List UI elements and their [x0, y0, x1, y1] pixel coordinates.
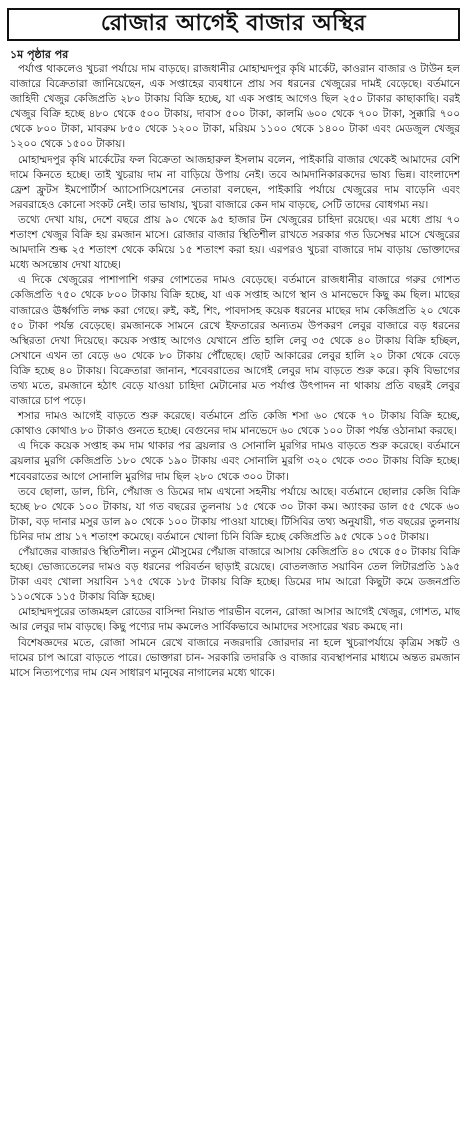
- paragraph: বিশেষজ্ঞদের মতে, রোজা সামনে রেখে বাজারে নজরদারি জোরদার না হলে খুচরাপর্যায়ে কৃত্রিম সঙ্কট ও দামের চাপ আরো বাড়তে পারে। ভোক্তারা চান- সরকারি তদারকি ও বাজার ব্যবস্থাপনার মাধ্যমে অন্তত রমজান মাসে নিত্যপণ্যের দাম যেন সাধারণ মানুষের নাগালের মধ্যে থাকে।: [10, 636, 460, 679]
- article-body: [10, 62, 460, 1132]
- paragraph: পেঁয়াজের বাজারও স্থিতিশীল। নতুন মৌসুমের পেঁয়াজ বাজারে আসায় কেজিপ্রতি ৪০ থেকে ৫০ টাকায় বিক্রি হচ্ছে। ভোজ্যতেলের দামও বড় ধরনের পরিবর্তন ছাড়াই রয়েছে। বোতলজাত সয়াবিন তেল লিটারপ্রতি ১৯৫ টাকা এবং খোলা সয়াবিন ১৭৫ থেকে ১৮৫ টাকায় বিক্রি হচ্ছে। ডিমের দাম আরো কিছুটা কমে ডজনপ্রতি ১১০থেকে ১১৫ টাকায় বিক্রি হচ্ছে।: [10, 546, 460, 604]
- paragraph: শসার দামও আগেই বাড়তে শুরু করেছে। বর্তমানে প্রতি কেজি শসা ৬০ থেকে ৭০ টাকায় বিক্রি হচ্ছে, কোথাও কোথাও ৮০ টাকাও গুনতে হচ্ছে। বেগুনের দাম মানভেদে ৬০ থেকে ১০০ টাকা পর্যন্ত ওঠানামা করছে।: [10, 410, 460, 438]
- paragraph: পর্যাপ্ত থাকলেও খুচরা পর্যায়ে দাম বাড়ছে। রাজধানীর মোহাম্মদপুর কৃষি মার্কেট, কাওরান বাজার ও টাউন হল বাজারে বিক্রেতারা জানিয়েছেন, এক সপ্তাহের ব্যবধানে প্রায় সব ধরনের খেজুরের দামই বেড়েছে। বর্তমানে জাহিদী খেজুর কেজিপ্রতি ২৮০ টাকায় বিক্রি হচ্ছে, যা এক সপ্তাহ আগেও ছিল ২৫০ টাকার কাছাকাছি। বরই খেজুর বিক্রি হচ্ছে ৪৮০ থেকে ৫০০ টাকায়, দাবাস ৫০০ টাকা, কালমি ৬০০ থেকে ৭০০ টাকা, সুক্কারি ৭০০ থেকে ৮০০ টাকা, মাবরুম ৮৫০ থেকে ১২০০ টাকা, মরিয়ম ১১০০ থেকে ১৪০০ টাকা এবং মেডজুল খেজুর ১২০০ থেকে ১৫০০ টাকায়।: [10, 63, 460, 151]
- headline-text: রোজার আগেই বাজার অস্থির: [100, 11, 367, 36]
- paragraph: মোহাম্মদপুরের তাজমহল রোডের বাসিন্দা নিয়াত পারভীন বলেন, রোজা আসার আগেই খেজুর, গোশত, মাছ আর লেবুর দাম বাড়ছে। কিছু পণ্যের দাম কমলেও সার্বিকভাবে আমাদের সংসারের খরচ কমছে না।: [10, 606, 460, 634]
- paragraph: এ দিকে খেজুরের পাশাপাশি গরুর গোশতের দামও বেড়েছে। বর্তমানে রাজধানীর বাজারে গরুর গোশত কেজিপ্রতি ৭৫০ থেকে ৮০০ টাকায় বিক্রি হচ্ছে, যা এক সপ্তাহ আগে স্থান ও মানভেদে কিছু কম ছিল। মাছের বাজারেও ঊর্ধ্বগতি লক্ষ করা গেছে। রুই, কই, শিং, পাবদাসহ কয়েক ধরনের মাছের দাম কেজিপ্রতি ২০ থেকে ৫০ টাকা পর্যন্ত বেড়েছে। রমজানকে সামনে রেখে ইফতারের অন্যতম উপকরণ লেবুর বাজারে বড় ধরনের অস্থিরতা দেখা দিয়েছে। কয়েক সপ্তাহ আগেও যেখানে প্রতি হালি লেবু ৩৫ থেকে ৪০ টাকায় বিক্রি হচ্ছিল, সেখানে এখন তা বেড়ে ৬০ থেকে ৮০ টাকায় পৌঁছেছে। ছোট আকারের লেবুর হালি ২০ টাকা থেকে বেড়ে বিক্রি হচ্ছে ৪০ টাকায়। বিক্রেতারা জানান, শবেবরাতের আগেই লেবুর দাম বাড়তে শুরু করে। কৃষি বিভাগের তথ্য মতে, রমজানে হঠাৎ বেড়ে যাওয়া চাহিদা মেটানোর মত পর্যাপ্ত উৎপাদন না থাকায় প্রতি বছরই লেবুর বাজারে চাপ পড়ে।: [10, 274, 460, 408]
- paragraph: এ দিকে কয়েক সপ্তাহ কম দাম থাকার পর ব্রয়লার ও সোনালি মুরগির দামও বাড়তে শুরু করেছে। বর্তমানে ব্রয়লার মুরগি কেজিপ্রতি ১৮০ থেকে ১৯০ টাকায় এবং সোনালি মুরগি ৩২০ থেকে ৩৩০ টাকায় বিক্রি হচ্ছে। শবেবরাতের আগে সোনালি মুরগির দাম ছিল ২৮০ থেকে ৩০০ টাকা।: [10, 440, 460, 483]
- continued-from-label: ১ম পৃষ্ঠার পর: [10, 48, 69, 61]
- paragraph: তবে ছোলা, ডাল, চিনি, পেঁয়াজ ও ডিমের দাম এখনো সহনীয় পর্যায়ে আছে। বর্তমানে ছোলার কেজি বিক্রি হচ্ছে ৮০ থেকে ১০০ টাকায়, যা গত বছরের তুলনায় ১৫ থেকে ৩০ টাকা কম। অ্যাংকর ডাল ৫৫ থেকে ৬০ টাকা, বড় দানার মসুর ডাল ৯০ থেকে ১০০ টাকায় পাওয়া যাচ্ছে। টিসিবির তথ্য অনুযায়ী, গত বছরের তুলনায় চিনির দাম প্রায় ১৭ শতাংশ কমেছে। বর্তমানে খোলা চিনি বিক্রি হচ্ছে কেজিপ্রতি ৯৫ থেকে ১০৫ টাকায়।: [10, 485, 460, 543]
- paragraph: মোহাম্মদপুর কৃষি মার্কেটের ফল বিক্রেতা আজহারুল ইসলাম বলেন, পাইকারি বাজার থেকেই আমাদের বেশি দামে কিনতে হচ্ছে। তাই খুচরায় দাম না বাড়িয়ে উপায় নেই। তবে আমদানিকারকদের ভাষ্য ভিন্ন। বাংলাদেশ ফ্রেশ ফ্রুটস ইমপোর্টার্স অ্যাসোসিয়েশনের নেতারা বলছেন, পাইকারি পর্যায়ে খেজুরের দাম বাড়েনি এবং সরবরাহেও কোনো সংকট নেই। তার ভাষায়, খুচরা বাজারে কেন দাম বাড়ছে, সেটি তাদের বোধগম্য নয়।: [10, 153, 460, 211]
- headline: [7, 8, 460, 41]
- paragraph: তথ্যে দেখা যায়, দেশে বছরে প্রায় ৯০ থেকে ৯৫ হাজার টন খেজুরের চাহিদা রয়েছে। এর মধ্যে প্রায় ৭০ শতাংশ খেজুর বিক্রি হয় রমজান মাসে। রোজার বাজার স্থিতিশীল রাখতে সরকার গত ডিসেম্বর মাসে খেজুরের আমদানি শুল্ক ২৫ শতাংশ থেকে কমিয়ে ১৫ শতাংশ করা হয়। এরপরও খুচরা বাজারে দাম বাড়ায় ভোক্তাদের মধ্যে অসন্তোষ দেখা যাচ্ছে।: [10, 213, 460, 272]
